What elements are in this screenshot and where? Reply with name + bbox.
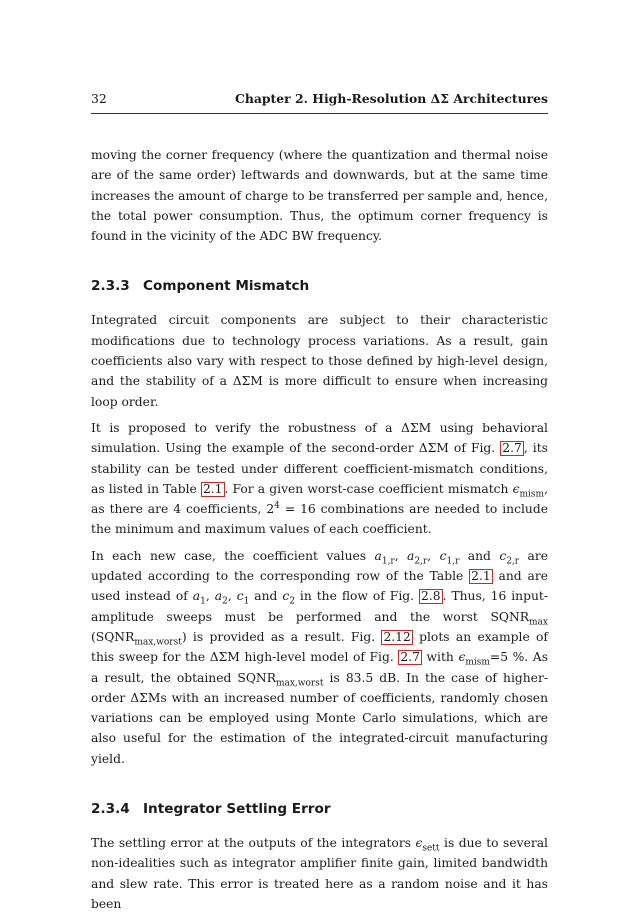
paragraph: Integrated circuit components are subject to their characteristic modifications due to technology process variations. As a result, gain coefficients also vary with respect to those defined by high-level design, and the stability of a ΔΣM is more difficult to ensure when increasing loop order. <box>91 313 548 409</box>
running-header <box>91 91 548 111</box>
intro-paragraph: moving the corner frequency (where the quantization and thermal noise are of the same order) leftwards and downwards, but at the same time increases the amount of charge to be transferred per sample and, hence, the total power consumption. Thus, the optimum corner frequency is found in the vicinity of the ADC BW frequency. <box>91 148 548 244</box>
section-number: 2.3.3 <box>91 278 130 295</box>
figure-reference-link[interactable]: 2.8 <box>421 589 441 604</box>
table-reference-link[interactable]: 2.1 <box>202 481 223 496</box>
page-number: 32 <box>91 91 107 106</box>
paragraph: It is proposed to verify the robustness of a ΔΣM using behavioral simulation. Using the example of the second-order ΔΣM of Fig. 2.7 , its stability can be tested under different coefficient-mismatch conditions, as listed in Table 2.1 . For a given worst-case coefficient mismatch $\epsilon_{mism}$, as there are 4 coefficients, $2^4 = 16$ combinations are needed to include the minimum and maximum values of each coefficient. <box>91 420 548 537</box>
table-reference-link[interactable]: 2.1 <box>471 569 491 584</box>
figure-reference-link[interactable]: 2.12 <box>383 629 411 644</box>
paragraph: The settling error at the outputs of the integrators $\epsilon_{sett}$ is due to several non-idealities such as integrator amplifier finite gain, limited bandwidth and slew rate. This error is treated here as a random noise and it has been <box>91 836 548 911</box>
paragraph: In each new case, the coefficient values $a_{1,r}$, $a_{2,r}$, $c_{1,r}$ and $c_{2,r}$ are updated according to the corresponding row of the Table 2.1 and are used instead of $a_1$, $a_2$, $c_1$ and $c_2$ in the flow of Fig. 2.8 . Thus, 16 input-amplitude sweeps must be performed and the worst $SQNR_{max}$ $(SQNR_{max,worst})$ is provided as a result. Fig. 2.12 plots an example of this sweep for the ΔΣM high-level model of Fig. 2.7 with $\epsilon_{mism}=5$ %. As a result, the obtained $SQNR_{max,worst}$ is 83.5 dB. In the case of higher-order ΔΣMs with an increased number of coefficients, randomly chosen variations can be employed using Monte Carlo simulations, which are also useful for the estimation of the integrated-circuit manufacturing yield. <box>91 548 549 766</box>
section-title: Component Mismatch <box>143 278 310 295</box>
figure-reference-link[interactable]: 2.7 <box>502 441 522 456</box>
section-title: Integrator Settling Error <box>143 801 331 818</box>
section-number: 2.3.4 <box>91 801 130 818</box>
body-text <box>91 145 548 920</box>
section-heading-integrator-settling-error <box>91 799 548 819</box>
chapter-title: Chapter 2. High-Resolution ΔΣ Architectures <box>234 91 548 106</box>
header-rule <box>91 113 548 114</box>
section-heading-component-mismatch <box>91 276 548 296</box>
figure-reference-link[interactable]: 2.7 <box>400 650 420 665</box>
